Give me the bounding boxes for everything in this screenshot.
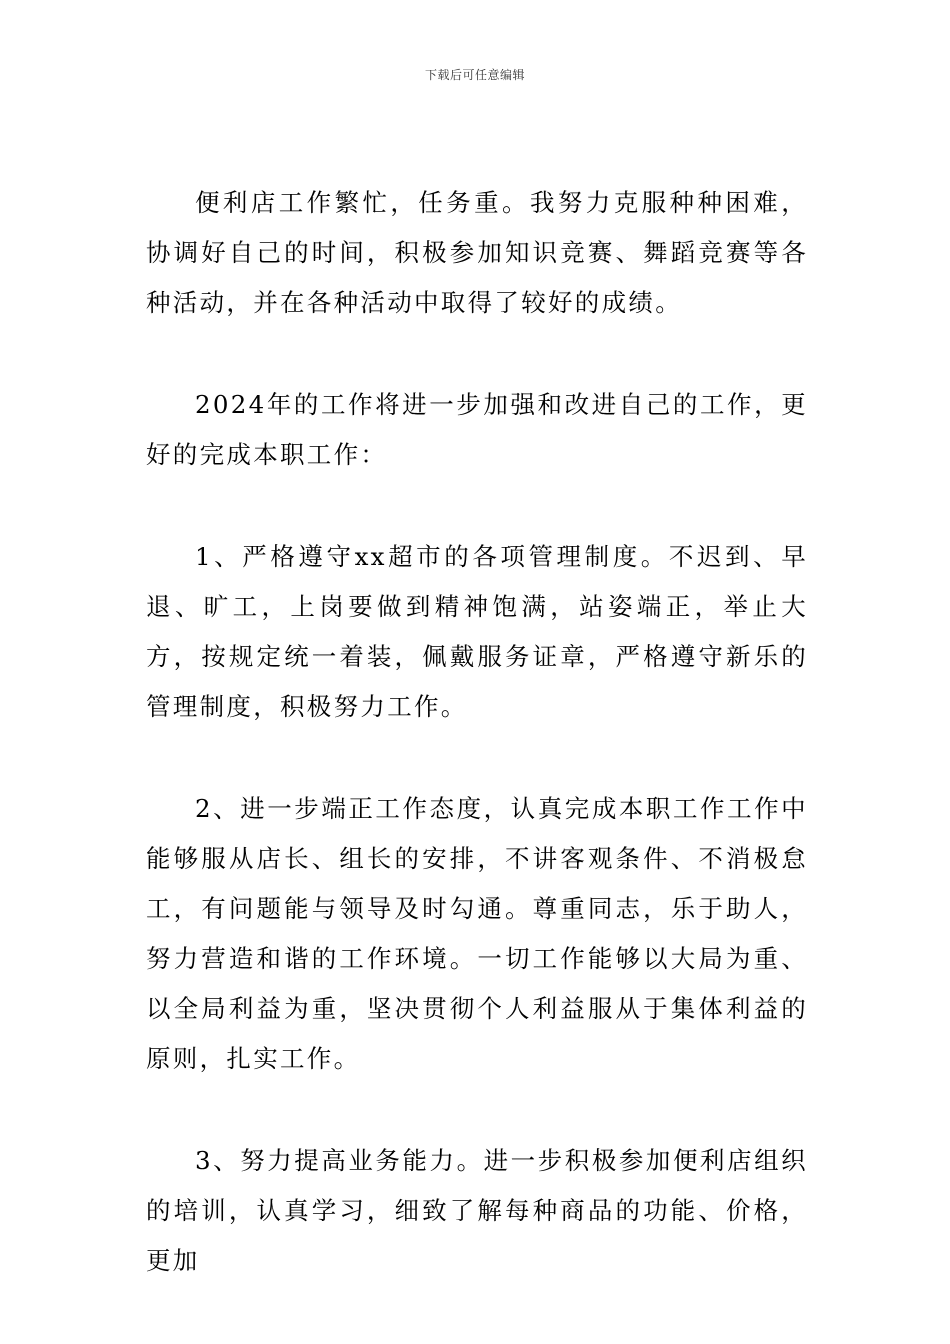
paragraph-item-2: 2、进一步端正工作态度，认真完成本职工作工作中能够服从店长、组长的安排，不讲客观条件、不消极怠工，有问题能与领导及时勾通。尊重同志，乐于助人，努力营造和谐的工作环境。一切工作能够以大局为重、以全局利益为重，坚决贯彻个人利益服从于集体利益的原则，扎实工作。 xyxy=(146,794,808,1073)
paragraph-intro: 便利店工作繁忙，任务重。我努力克服种种困难，协调好自己的时间，积极参加知识竞赛、舞蹈竞赛等各种活动，并在各种活动中取得了较好的成绩。 xyxy=(146,188,808,317)
document-body xyxy=(146,178,808,1338)
paragraph-plan: 2024年的工作将进一步加强和改进自己的工作，更好的完成本职工作： xyxy=(146,390,808,469)
paragraph-item-1: 1、严格遵守xx超市的各项管理制度。不迟到、早退、旷工，上岗要做到精神饱满，站姿端正，举止大方，按规定统一着装，佩戴服务证章，严格遵守新乐的管理制度，积极努力工作。 xyxy=(146,542,808,721)
page-header-note: 下载后可任意编辑 xyxy=(424,68,525,82)
paragraph-item-3: 3、努力提高业务能力。进一步积极参加便利店组织的培训，认真学习，细致了解每种商品的功能、价格，更加 xyxy=(146,1146,808,1275)
